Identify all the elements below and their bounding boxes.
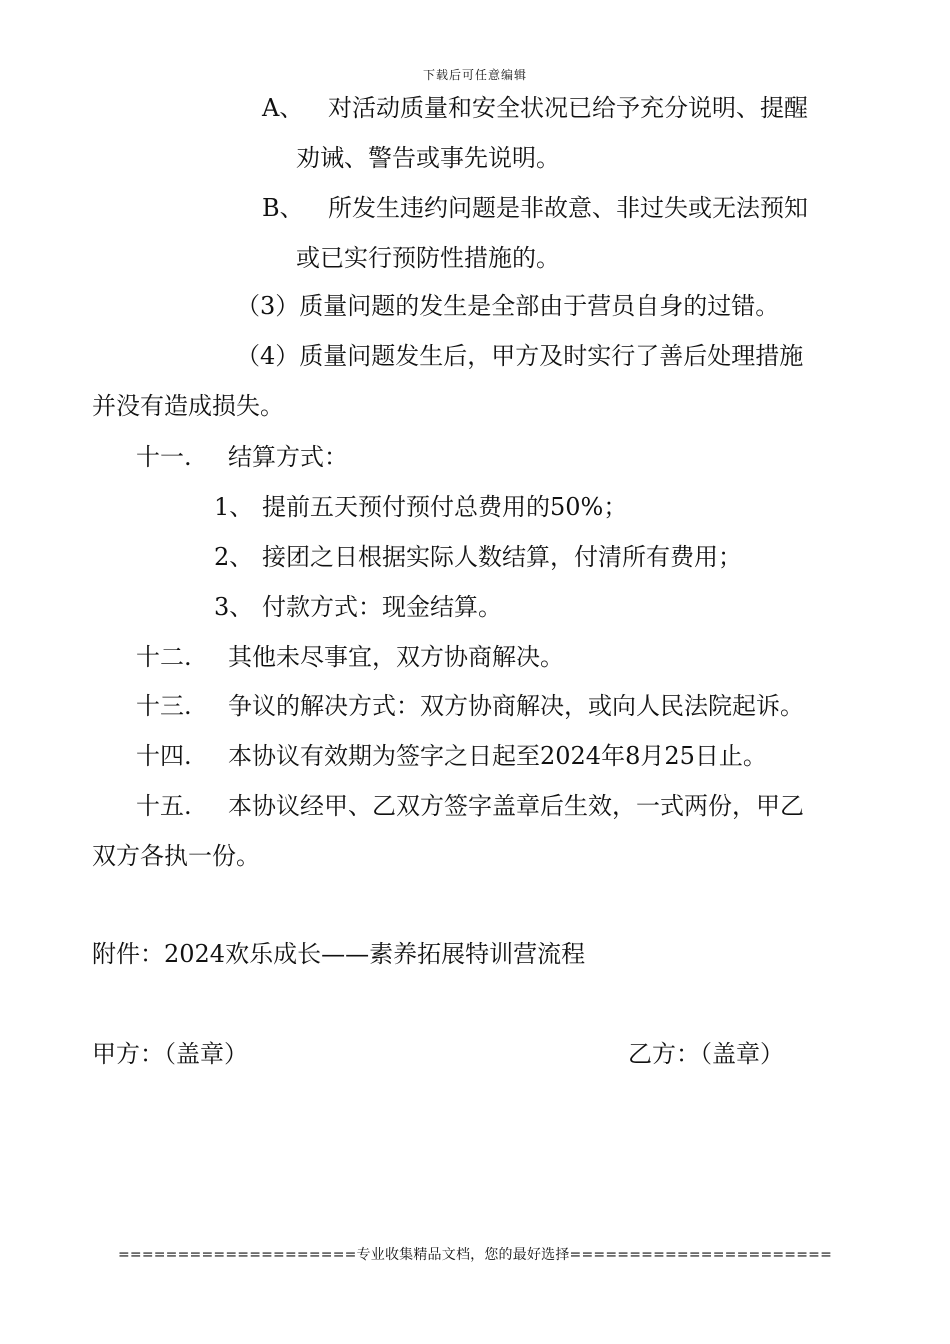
section-15-label: 十五.: [136, 792, 192, 820]
section-11-item-1-text: 提前五天预付预付总费用的50%；: [262, 493, 628, 521]
section-14-text: 本协议有效期为签字之日起至2024年8月25日止。: [228, 742, 767, 770]
item-4-text: （4）质量问题发生后，甲方及时实行了善后处理措施: [236, 342, 804, 370]
party-a-seal: 甲方：（盖章）: [92, 1040, 248, 1068]
party-b-seal: 乙方：（盖章）: [628, 1040, 784, 1068]
item-a-text-cont: 劝诫、警告或事先说明。: [296, 144, 560, 172]
section-11-item-2-text: 接团之日根据实际人数结算，付清所有费用；: [262, 543, 742, 571]
item-a-text: 对活动质量和安全状况已给予充分说明、提醒: [328, 94, 808, 122]
section-13-text: 争议的解决方式：双方协商解决，或向人民法院起诉。: [228, 692, 804, 720]
section-14-label: 十四.: [136, 742, 192, 770]
section-11-item-2-num: 2、: [214, 543, 254, 571]
section-15-text: 本协议经甲、乙双方签字盖章后生效，一式两份，甲乙: [228, 792, 804, 820]
attachment-line: 附件：2024欢乐成长——素养拓展特训营流程: [92, 940, 586, 968]
section-11-item-3-text: 付款方式：现金结算。: [262, 593, 502, 621]
item-b-text: 所发生违约问题是非故意、非过失或无法预知: [328, 194, 808, 222]
section-13-label: 十三.: [136, 692, 192, 720]
section-12-text: 其他未尽事宜，双方协商解决。: [228, 643, 564, 671]
item-b-text-cont: 或已实行预防性措施的。: [296, 244, 560, 272]
item-3-text: （3）质量问题的发生是全部由于营员自身的过错。: [236, 292, 780, 320]
item-b-label: B、: [262, 194, 304, 222]
section-11-title: 结算方式：: [228, 443, 348, 471]
header-note: 下载后可任意编辑: [422, 68, 527, 82]
section-11-item-1-num: 1、: [214, 493, 254, 521]
section-11-item-3-num: 3、: [214, 593, 254, 621]
section-11-label: 十一.: [136, 443, 192, 471]
item-4-text-cont: 并没有造成损失。: [92, 392, 284, 420]
item-a-label: A、: [262, 94, 304, 122]
footer-note: ====================专业收集精品文档，您的最好选择======================: [117, 1247, 833, 1263]
section-15-text-cont: 双方各执一份。: [92, 842, 260, 870]
section-12-label: 十二.: [136, 643, 192, 671]
